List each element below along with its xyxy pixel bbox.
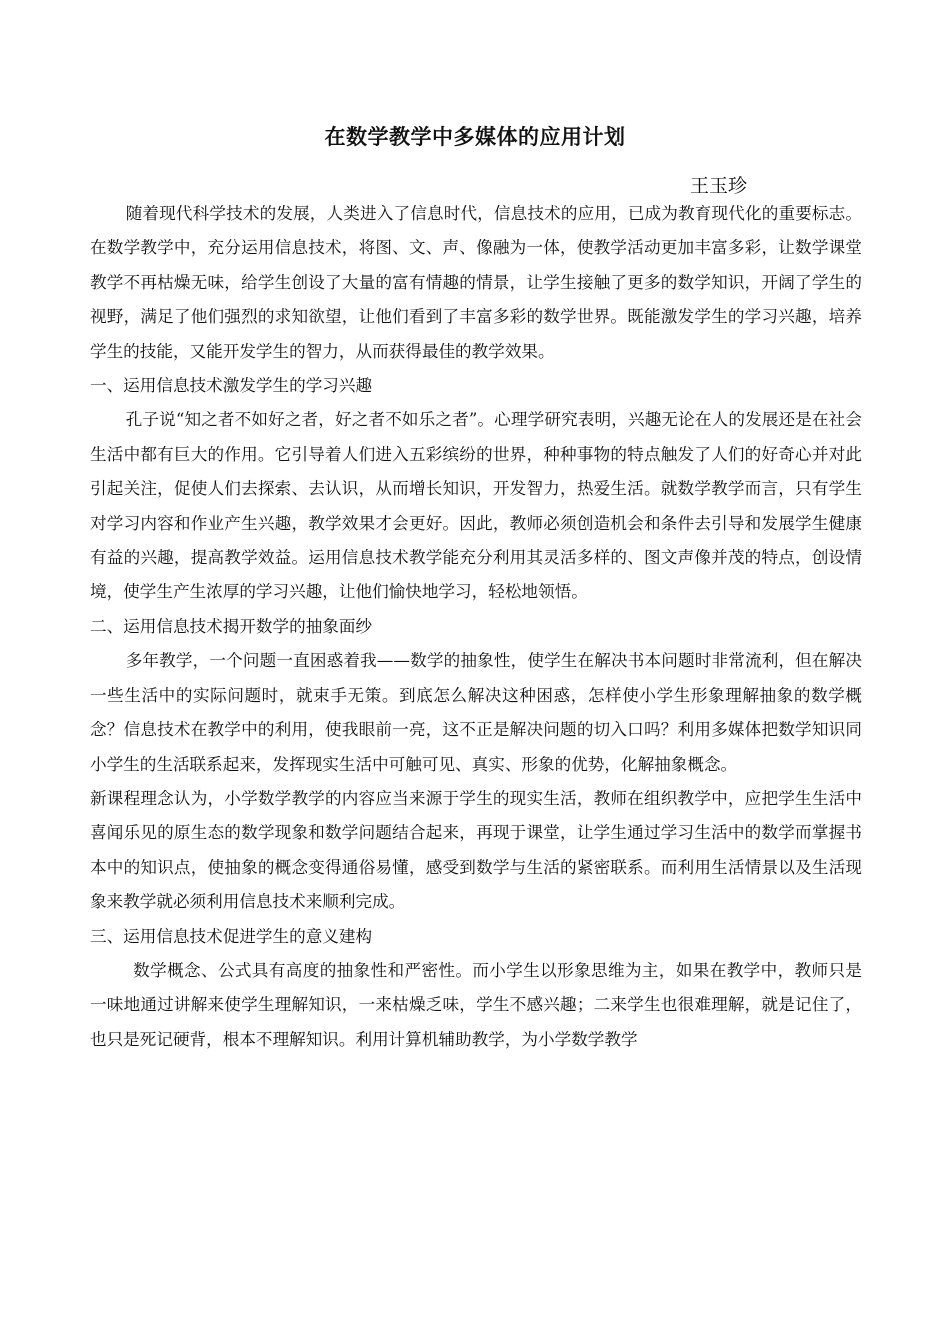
paragraph-intro: 随着现代科学技术的发展，人类进入了信息时代，信息技术的应用，已成为教育现代化的重要标志。在数学教学中，充分运用信息技术，将图、文、声、像融为一体，使教学活动更加丰富多彩，让数学课堂教学不再枯燥无味，给学生创设了大量的富有情趣的情景，让学生接触了更多的数学知识，开阔了学生的视野，满足了他们强烈的求知欲望，让他们看到了丰富多彩的数学世界。既能激发学生的学习兴趣，培养学生的技能，又能开发学生的智力，从而获得最佳的教学效果。 (90, 204, 862, 361)
section-heading-3: 三、运用信息技术促进学生的意义建构 (90, 926, 373, 946)
section-heading-2: 二、运用信息技术揭开数学的抽象面纱 (90, 616, 373, 636)
paragraph-section-3: 数学概念、公式具有高度的抽象性和严密性。而小学生以形象思维为主，如果在教学中，教师只是一味地通过讲解来使学生理解知识，一来枯燥乏味，学生不感兴趣；二来学生也很难理解，就是记住了，也只是死记硬背，根本不理解知识。利用计算机辅助教学，为小学数学教学 (90, 960, 862, 1049)
paragraph-section-2a: 多年教学，一个问题一直困惑着我——数学的抽象性，使学生在解决书本问题时非常流利，但在解决一些生活中的实际问题时，就束手无策。到底怎么解决这种困惑，怎样使小学生形象理解抽象的数学概念？信息技术在教学中的利用，使我眼前一亮，这不正是解决问题的切入口吗？利用多媒体把数学知识同小学生的生活联系起来，发挥现实生活中可触可见、真实、形象的优势，化解抽象概念。 (90, 651, 862, 774)
section-heading-1: 一、运用信息技术激发学生的学习兴趣 (90, 376, 373, 396)
paragraph-section-2b: 新课程理念认为，小学数学教学的内容应当来源于学生的现实生活，教师在组织教学中，应把学生生活中喜闻乐见的原生态的数学现象和数学问题结合起来，再现于课堂，让学生通过学习生活中的数学而掌握书本中的知识点，使抽象的概念变得通俗易懂，感受到数学与生活的紧密联系。而利用生活情景以及生活现象来教学就必须利用信息技术来顺利完成。 (90, 788, 862, 912)
document-body (90, 197, 862, 1057)
author-name: 王玉珍 (690, 175, 748, 197)
paragraph-section-1: 孔子说“知之者不如好之者，好之者不如乐之者”。心理学研究表明，兴趣无论在人的发展还是在社会生活中都有巨大的作用。它引导着人们进入五彩缤纷的世界，种种事物的特点触发了人们的好奇心并对此引起关注，促使人们去探索、去认识，从而增长知识，开发智力，热爱生活。就数学教学而言，只有学生对学习内容和作业产生兴趣，教学效果才会更好。因此，教师必须创造机会和条件去引导和发展学生健康有益的兴趣，提高教学效益。运用信息技术教学能充分利用其灵活多样的、图文声像并茂的特点，创设情境，使学生产生浓厚的学习兴趣，让他们愉快地学习，轻松地领悟。 (90, 410, 862, 602)
document-title: 在数学教学中多媒体的应用计划 (324, 124, 626, 149)
